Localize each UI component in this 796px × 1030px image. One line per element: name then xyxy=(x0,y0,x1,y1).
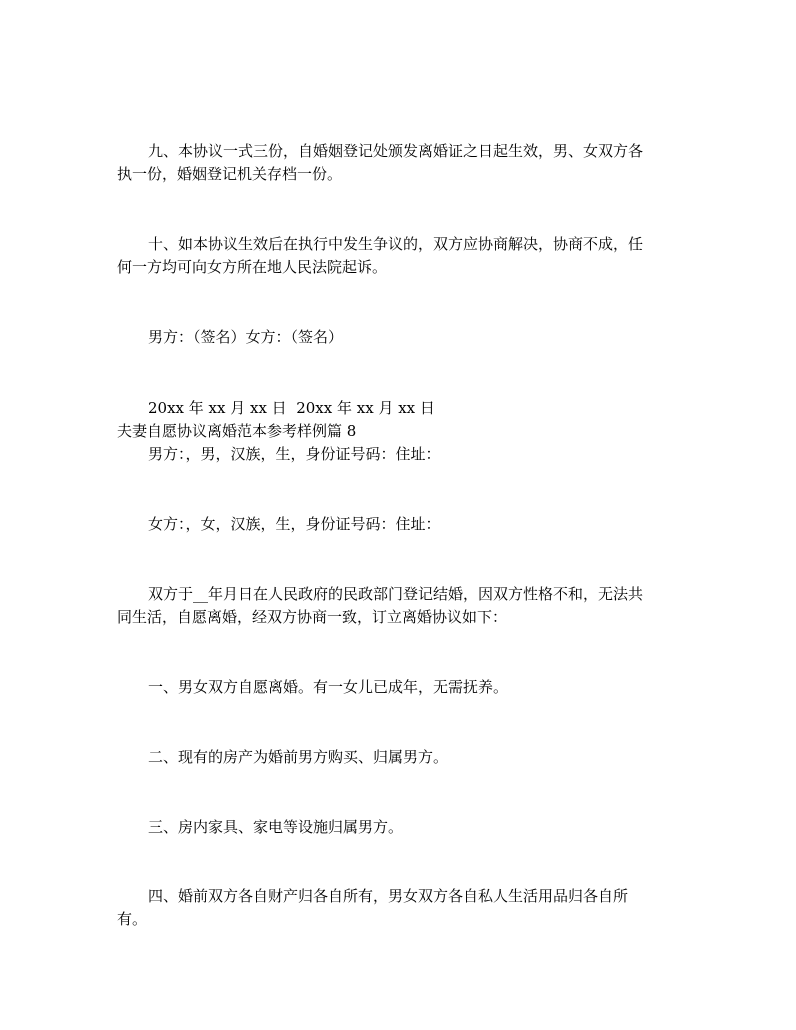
intro-line-2: 同生活，自愿离婚，经双方协商一致，订立离婚协议如下： xyxy=(117,608,508,626)
item-1: 一、男女双方自愿离婚。有一女儿已成年，无需抚养。 xyxy=(148,678,509,696)
clause-9-line-1: 九、本协议一式三份，自婚姻登记处颁发离婚证之日起生效，男、女双方各 xyxy=(148,142,644,160)
signature-line: 男方：（签名）女方：（签名） xyxy=(148,328,344,346)
intro-line-1: 双方于__年月日在人民政府的民政部门登记结婚，因双方性格不和，无法共 xyxy=(148,585,644,603)
section-title: 夫妻自愿协议离婚范本参考样例篇 8 xyxy=(117,422,357,440)
clause-10-line-1: 十、如本协议生效后在执行中发生争议的，双方应协商解决，协商不成，任 xyxy=(148,235,644,253)
item-2: 二、现有的房产为婚前男方购买、归属男方。 xyxy=(148,748,449,766)
woman-info-line: 女方：，女，汉族，生，身份证号码：住址： xyxy=(148,515,441,533)
date-line: 20xx 年 xx 月 xx 日 20xx 年 xx 月 xx 日 xyxy=(148,399,435,417)
clause-9-line-2: 执一份，婚姻登记机关存档一份。 xyxy=(117,165,343,183)
clause-10-line-2: 何一方均可向女方所在地人民法院起诉。 xyxy=(117,258,388,276)
item-4-line-1: 四、婚前双方各自财产归各自所有，男女双方各自私人生活用品归各自所 xyxy=(148,887,629,905)
item-3: 三、房内家具、家电等设施归属男方。 xyxy=(148,818,404,836)
man-info-line: 男方：，男，汉族，生，身份证号码：住址： xyxy=(148,445,441,463)
item-4-line-2: 有。 xyxy=(117,910,148,928)
